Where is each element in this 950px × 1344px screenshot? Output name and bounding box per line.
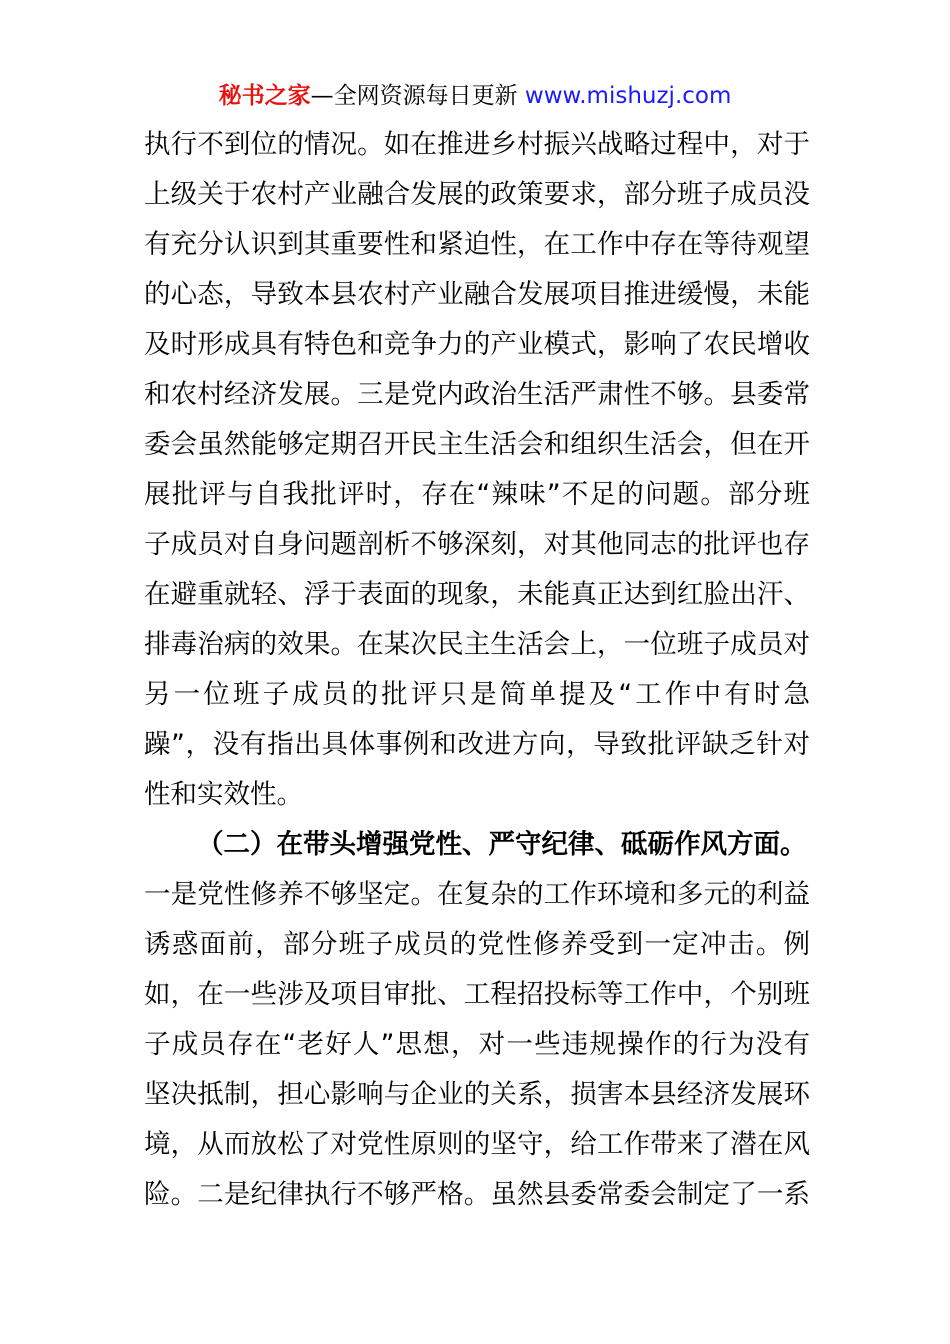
- text-line: 展批评与自我批评时，存在“辣味”不足的问题。部分班: [144, 479, 810, 510]
- text-line: 上级关于农村产业融合发展的政策要求，部分班子成员没: [144, 179, 810, 210]
- text-line: 坚决抵制，担心影响与企业的关系，损害本县经济发展环: [144, 1079, 810, 1110]
- text-line: 及时形成具有特色和竞争力的产业模式，影响了农民增收: [144, 329, 810, 360]
- text-line: 境，从而放松了对党性原则的坚守，给工作带来了潜在风: [144, 1129, 810, 1160]
- text-line: 性和实效性。: [144, 779, 303, 810]
- text-line: 躁”，没有指出具体事例和改进方向，导致批评缺乏针对: [144, 729, 810, 760]
- text-line: 如，在一些涉及项目审批、工程招投标等工作中，个别班: [144, 979, 810, 1010]
- text-line: 子成员存在“老好人”思想，对一些违规操作的行为没有: [144, 1029, 810, 1060]
- section-heading: （二）在带头增强党性、严守纪律、砥砺作风方面。: [197, 829, 807, 860]
- text-line: 子成员对自身问题剖析不够深刻，对其他同志的批评也存: [144, 529, 810, 560]
- text-line: 诱惑面前，部分班子成员的党性修养受到一定冲击。例: [144, 929, 810, 960]
- text-line: 委会虽然能够定期召开民主生活会和组织生活会，但在开: [144, 429, 810, 460]
- text-line: 的心态，导致本县农村产业融合发展项目推进缓慢，未能: [144, 279, 810, 310]
- site-url[interactable]: www.mishuzj.com: [524, 83, 732, 109]
- page-header: [0, 78, 950, 114]
- header-tagline: —全网资源每日更新: [310, 83, 518, 109]
- text-line: 有充分认识到其重要性和紧迫性，在工作中存在等待观望: [144, 229, 810, 260]
- brand-name: 秘书之家: [218, 83, 311, 109]
- text-line: 险。二是纪律执行不够严格。虽然县委常委会制定了一系: [144, 1179, 810, 1210]
- document-body: [144, 120, 810, 1220]
- text-line: 另一位班子成员的批评只是简单提及“工作中有时急: [144, 679, 810, 710]
- text-line: 和农村经济发展。三是党内政治生活严肃性不够。县委常: [144, 379, 810, 410]
- text-line: 在避重就轻、浮于表面的现象，未能真正达到红脸出汗、: [144, 579, 810, 610]
- text-line: 执行不到位的情况。如在推进乡村振兴战略过程中，对于: [144, 129, 810, 160]
- text-line: 排毒治病的效果。在某次民主生活会上，一位班子成员对: [144, 629, 810, 660]
- text-line: 一是党性修养不够坚定。在复杂的工作环境和多元的利益: [144, 879, 810, 910]
